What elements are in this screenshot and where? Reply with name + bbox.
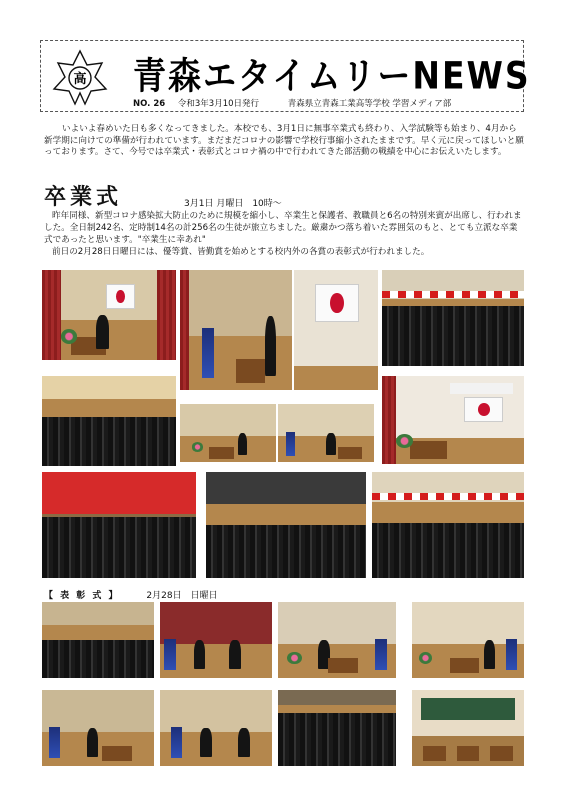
photo-graduates-walking xyxy=(206,472,366,578)
photo-award-bow xyxy=(160,690,272,766)
photo-award-presentation xyxy=(160,602,272,678)
awards-note: 前日の2月28日日曜日には、優等賞、皆勤賞を始めとする校内外の各賞の表彰式が行われました。 xyxy=(52,247,430,257)
intro-paragraph: いよいよ春めいた日も多くなってきました。本校でも、3月1日に無事卒業式も終わり、入学試験等も始まり、4月から新学期に向けての準備が行われています。まだまだコロナの影響で学校行事縮小されたままです。早く元に戻ってほしいと願っております。さて、今号では卒業式・表彰式とコロナ禍の中で行われてきた部活動の戦績を中心にお伝えいたします。 xyxy=(44,124,524,158)
masthead xyxy=(40,40,531,112)
issue-line xyxy=(133,97,451,109)
photo-diploma-handover xyxy=(180,404,276,462)
awards-date: 2月28日 日曜日 xyxy=(146,591,218,601)
awards-heading-line xyxy=(44,588,218,601)
photo-podium-speaker xyxy=(278,404,374,462)
photo-flag-wall xyxy=(294,270,378,390)
photo-students-seated xyxy=(278,690,396,766)
photo-classroom-board xyxy=(412,690,524,766)
publisher: 青森県立青森工業高等学校 学習メディア部 xyxy=(287,99,452,109)
photo-class-group xyxy=(42,472,196,578)
photo-ceremony-stage xyxy=(42,270,176,360)
emblem-character: 高 xyxy=(73,72,87,87)
graduation-heading xyxy=(44,180,524,210)
graduation-title: 卒業式 xyxy=(44,184,123,210)
newsletter-title: 青森エタイムリーNEWS xyxy=(133,53,531,98)
photo-graduates-exit xyxy=(372,472,524,578)
photo-principal-speech xyxy=(180,270,292,390)
awards-heading: 【 表 彰 式 】 xyxy=(44,591,120,601)
photo-award-stage xyxy=(278,602,396,678)
photo-graduates-standing xyxy=(42,376,176,466)
photo-awards-hall xyxy=(42,602,154,678)
issue-date: 令和3年3月10日発行 xyxy=(177,99,260,109)
school-emblem-icon xyxy=(49,47,111,107)
photo-diploma-banner xyxy=(382,376,524,464)
photo-award-podium xyxy=(412,602,524,678)
graduation-datetime: 3月1日 月曜日 10時～ xyxy=(184,199,282,209)
issue-number: NO. 26 xyxy=(133,99,166,109)
graduation-body: 昨年同様、新型コロナ感染拡大防止のために規模を縮小し、卒業生と保護者、教職員と6名の特別来賓が出席し、行われました。全日制242名、定時制14名の計256名の生徒が旅立ちました。厳粛かつ落ち着いた雰囲気のもと、とても立派な卒業式であったと思います。"卒業生に幸あれ" xyxy=(44,211,522,246)
photo-graduates-seated xyxy=(382,270,524,366)
photo-award-receive xyxy=(42,690,154,766)
